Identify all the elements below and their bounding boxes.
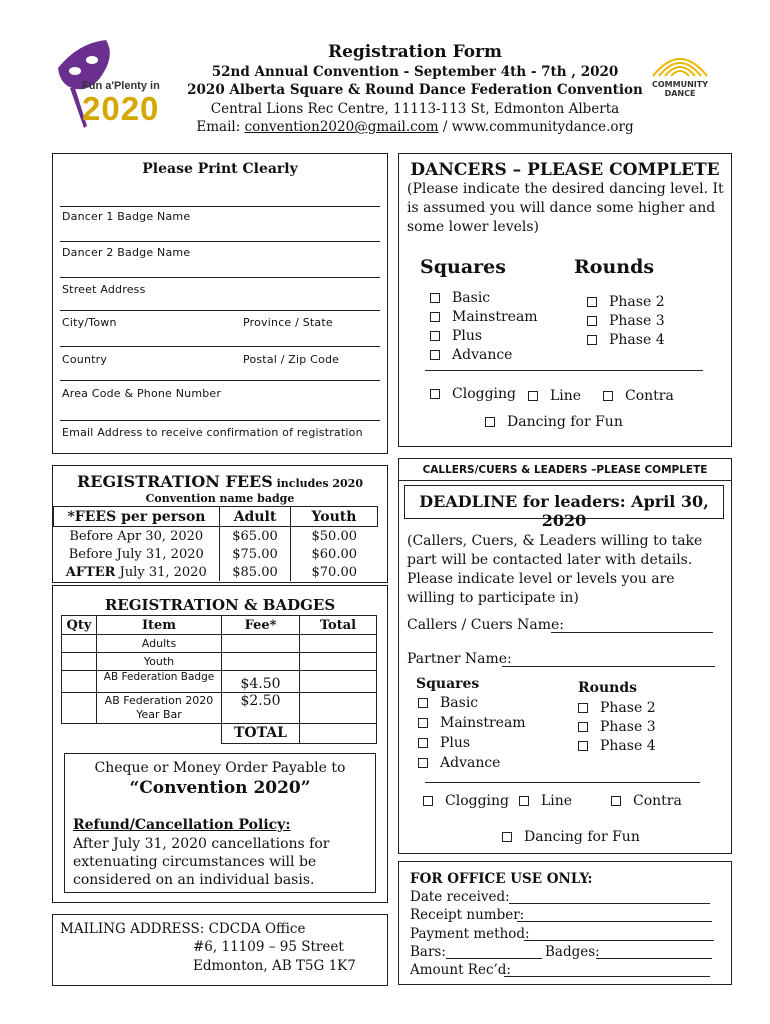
fees-subheading: Convention name badge	[145, 492, 295, 505]
item-cell: AB Federation 2020 Year Bar	[97, 693, 222, 724]
grand-total-cell[interactable]	[300, 724, 377, 744]
checkbox-icon	[418, 758, 428, 768]
fees-col-header: *FEES per person	[54, 507, 220, 527]
checkbox-icon	[430, 312, 440, 322]
badges-col-item: Item	[97, 616, 222, 635]
empty-cell	[62, 724, 97, 744]
community-dance-text: COMMUNITY DANCE	[651, 80, 708, 98]
total-cell[interactable]	[300, 671, 377, 693]
payable-to-text: Cheque or Money Order Payable to	[94, 760, 346, 776]
badges-table	[61, 615, 377, 744]
caller-checkbox-contra[interactable]: Contra	[611, 793, 682, 809]
amount-label: Amount Rec’d:	[410, 962, 511, 978]
checkbox-icon	[587, 316, 597, 326]
refund-policy-text: After July 31, 2020 cancellations for extenuating circumstances will be considered on an individual basis.	[73, 836, 330, 888]
date-received-label: Date received:	[410, 889, 510, 905]
separator	[425, 782, 700, 783]
callers-note: (Callers, Cuers, & Leaders willing to take part will be contacted later with details. Please indicate level or levels you are willing to participate in)	[407, 533, 703, 606]
country-label: Country	[62, 353, 108, 366]
callers-rounds-title: Rounds	[578, 680, 638, 696]
checkbox-icon	[587, 297, 597, 307]
fees-heading: REGISTRATION FEES includes 2020	[77, 472, 363, 491]
badges-office-field[interactable]	[596, 958, 712, 959]
fee-cell	[222, 635, 300, 653]
mailing-line2: #6, 11109 – 95 Street	[193, 939, 344, 955]
receipt-number-label: Receipt number:	[410, 907, 525, 923]
caller-name-label: Callers / Cuers Name:	[407, 617, 565, 633]
caller-checkbox-advance[interactable]: Advance	[418, 755, 500, 771]
email-link[interactable]: convention2020@gmail.com	[244, 119, 439, 135]
email-field-label: Email Address to receive confirmation of registration	[62, 426, 363, 439]
callers-heading: CALLERS/CUERS & LEADERS –PLEASE COMPLETE	[422, 464, 708, 476]
checkbox-icon	[519, 796, 529, 806]
dancer-checkbox-basic[interactable]: Basic	[430, 290, 490, 306]
phone-label: Area Code & Phone Number	[62, 387, 222, 400]
caller-checkbox-phase4[interactable]: Phase 4	[578, 738, 656, 754]
fees-adult: $75.00	[220, 545, 291, 563]
total-cell[interactable]	[300, 693, 377, 724]
caller-name-field[interactable]	[551, 632, 713, 633]
badges-col-fee: Fee*	[222, 616, 300, 635]
fees-row-label: AFTER July 31, 2020	[54, 563, 220, 581]
caller-checkbox-clogging[interactable]: Clogging	[423, 793, 509, 809]
dancer1-field[interactable]	[60, 241, 380, 242]
dancer-checkbox-fun[interactable]: Dancing for Fun	[485, 414, 623, 430]
fees-adult: $65.00	[220, 527, 291, 546]
callers-squares-title: Squares	[416, 676, 480, 692]
dancer-checkbox-plus[interactable]: Plus	[430, 328, 482, 344]
payment-method-field[interactable]	[524, 940, 714, 941]
dancers-heading: DANCERS – PLEASE COMPLETE	[410, 160, 720, 180]
qty-cell[interactable]	[62, 693, 97, 724]
caller-checkbox-basic[interactable]: Basic	[418, 695, 478, 711]
partner-name-label: Partner Name:	[407, 651, 512, 667]
caller-checkbox-line[interactable]: Line	[519, 793, 572, 809]
caller-checkbox-fun[interactable]: Dancing for Fun	[502, 829, 640, 845]
separator	[60, 206, 380, 207]
print-clearly-heading: Please Print Clearly	[142, 161, 298, 177]
logo-text-top: Fun a'Plenty in	[82, 80, 160, 92]
bars-label: Bars:	[410, 944, 446, 960]
dancer-checkbox-phase4[interactable]: Phase 4	[587, 332, 665, 348]
website-text: / www.communitydance.org	[438, 119, 634, 135]
receipt-number-field[interactable]	[517, 921, 712, 922]
separator	[398, 480, 732, 481]
dancer-checkbox-mainstream[interactable]: Mainstream	[430, 309, 538, 325]
badges-col-total: Total	[300, 616, 377, 635]
badges-office-label: Badges:	[545, 944, 600, 960]
postal-label: Postal / Zip Code	[243, 353, 340, 366]
phone-field[interactable]	[60, 420, 380, 421]
checkbox-icon	[502, 832, 512, 842]
dancer1-label: Dancer 1 Badge Name	[62, 210, 191, 223]
total-cell[interactable]	[300, 653, 377, 671]
street-field[interactable]	[60, 310, 380, 311]
checkbox-icon	[418, 698, 428, 708]
email-prefix: Email:	[196, 119, 245, 135]
header-line-1: 52nd Annual Convention - September 4th - 7th , 2020	[211, 64, 619, 80]
item-cell: Adults	[97, 635, 222, 653]
checkbox-icon	[528, 391, 538, 401]
fees-col-header: Adult	[220, 507, 291, 527]
mailing-label: MAILING ADDRESS: CDCDA Office	[60, 921, 306, 937]
personal-info-box	[52, 153, 388, 454]
date-received-field[interactable]	[509, 903, 710, 904]
fees-adult: $85.00	[220, 563, 291, 581]
badges-heading: REGISTRATION & BADGES	[104, 596, 336, 614]
squares-title: Squares	[420, 256, 506, 278]
fees-row-label: Before Apr 30, 2020	[54, 527, 220, 546]
fee-cell	[222, 653, 300, 671]
checkbox-icon	[587, 335, 597, 345]
header-line-2: 2020 Alberta Square & Round Dance Federation Convention	[187, 82, 643, 98]
caller-checkbox-plus[interactable]: Plus	[418, 735, 470, 751]
deadline-text: DEADLINE for leaders: April 30, 2020	[419, 492, 709, 530]
dancer2-label: Dancer 2 Badge Name	[62, 246, 191, 259]
total-label: TOTAL	[222, 724, 300, 744]
checkbox-icon	[430, 350, 440, 360]
qty-cell[interactable]	[62, 671, 97, 693]
checkbox-icon	[423, 796, 433, 806]
checkbox-icon	[603, 391, 613, 401]
fee-cell: $2.50	[222, 693, 300, 724]
checkbox-icon	[578, 722, 588, 732]
dancer-checkbox-advance[interactable]: Advance	[430, 347, 512, 363]
dancer-checkbox-phase2[interactable]: Phase 2	[587, 294, 665, 310]
refund-policy-title: Refund/Cancellation Policy:	[73, 817, 291, 833]
amount-field[interactable]	[504, 976, 710, 977]
header-email-line	[160, 119, 670, 135]
item-cell: AB Federation Badge	[97, 671, 222, 693]
office-heading: FOR OFFICE USE ONLY:	[410, 871, 593, 887]
caller-checkbox-mainstream[interactable]: Mainstream	[418, 715, 526, 731]
checkbox-icon	[418, 738, 428, 748]
street-label: Street Address	[62, 283, 146, 296]
province-label: Province / State	[243, 316, 333, 329]
checkbox-icon	[611, 796, 621, 806]
dancer-checkbox-phase3[interactable]: Phase 3	[587, 313, 665, 329]
badges-col-qty: Qty	[62, 616, 97, 635]
total-cell[interactable]	[300, 635, 377, 653]
empty-cell	[97, 724, 222, 744]
page-title: Registration Form	[327, 42, 503, 62]
logo-year: 2020	[82, 90, 160, 127]
qty-cell[interactable]	[62, 635, 97, 653]
checkbox-icon	[430, 331, 440, 341]
bars-field[interactable]	[446, 958, 542, 959]
city-province-field[interactable]	[60, 346, 380, 347]
fees-youth: $60.00	[311, 546, 357, 562]
rounds-title: Rounds	[574, 256, 655, 278]
separator	[425, 370, 703, 371]
fees-col-header: Youth	[291, 507, 378, 527]
country-postal-field[interactable]	[60, 380, 380, 381]
fees-table	[53, 506, 378, 581]
rainbow-arcs-icon	[645, 46, 715, 80]
fee-cell: $4.50	[222, 671, 300, 693]
dancer2-field[interactable]	[60, 277, 380, 278]
caller-checkbox-phase3[interactable]: Phase 3	[578, 719, 656, 735]
header-line-3: Central Lions Rec Centre, 11113-113 St, Edmonton Alberta	[210, 101, 620, 117]
payee-name: “Convention 2020”	[129, 778, 311, 798]
fees-row-label: Before July 31, 2020	[54, 545, 220, 563]
checkbox-icon	[418, 718, 428, 728]
fees-youth: $50.00	[311, 528, 357, 544]
city-label: City/Town	[62, 316, 117, 329]
caller-checkbox-phase2[interactable]: Phase 2	[578, 700, 656, 716]
fun-a-plenty-logo	[44, 38, 174, 130]
partner-name-field[interactable]	[502, 666, 715, 667]
dancer-checkbox-line[interactable]: Line	[528, 388, 581, 404]
payment-method-label: Payment method:	[410, 926, 530, 942]
checkbox-icon	[578, 741, 588, 751]
dancers-note: (Please indicate the desired dancing level. It is assumed you will dance some higher and some lower levels)	[407, 181, 724, 235]
checkbox-icon	[430, 389, 440, 399]
dancer-checkbox-contra[interactable]: Contra	[603, 388, 674, 404]
checkbox-icon	[578, 703, 588, 713]
item-cell: Youth	[97, 653, 222, 671]
community-dance-logo	[640, 46, 720, 100]
dancer-checkbox-clogging[interactable]: Clogging	[430, 386, 516, 402]
qty-cell[interactable]	[62, 653, 97, 671]
checkbox-icon	[485, 417, 495, 427]
checkbox-icon	[430, 293, 440, 303]
mailing-line3: Edmonton, AB T5G 1K7	[193, 958, 356, 974]
fees-youth: $70.00	[311, 564, 357, 580]
